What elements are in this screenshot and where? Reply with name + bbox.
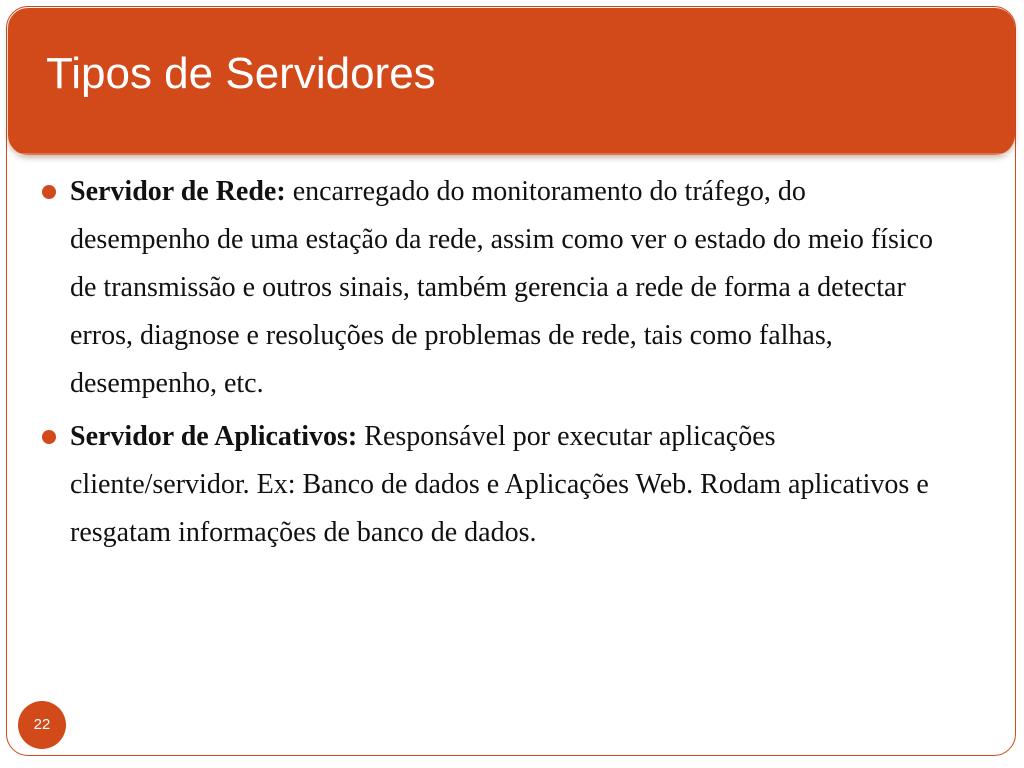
bullet-item-servidor-de-aplicativos [40, 413, 940, 557]
title-bar [8, 8, 1015, 155]
bullet-icon [42, 430, 56, 444]
bullet-term: Servidor de Rede: [70, 176, 293, 207]
page-number-badge: 22 [18, 701, 66, 749]
bullet-term: Servidor de Aplicativos: [70, 421, 365, 452]
bullet-icon [42, 185, 56, 199]
bullet-item-servidor-de-rede [40, 168, 940, 408]
bullet-text: Responsável por executar aplicações cliente/servidor. Ex: Banco de dados e Aplicações Web. Rodam aplicativos e resgatam informações de banco de dados. [70, 421, 929, 548]
slide-title: Tipos de Servidores [46, 49, 436, 98]
bullet-list [40, 168, 940, 562]
bullet-text: encarregado do monitoramento do tráfego, do desempenho de uma estação da rede, assim como ver o estado do meio físico de transmissão e outros sinais, também gerencia a rede de forma a detectar erros, diagnose e resoluções de problemas de rede, tais como falhas, desempenho, etc. [70, 176, 934, 399]
